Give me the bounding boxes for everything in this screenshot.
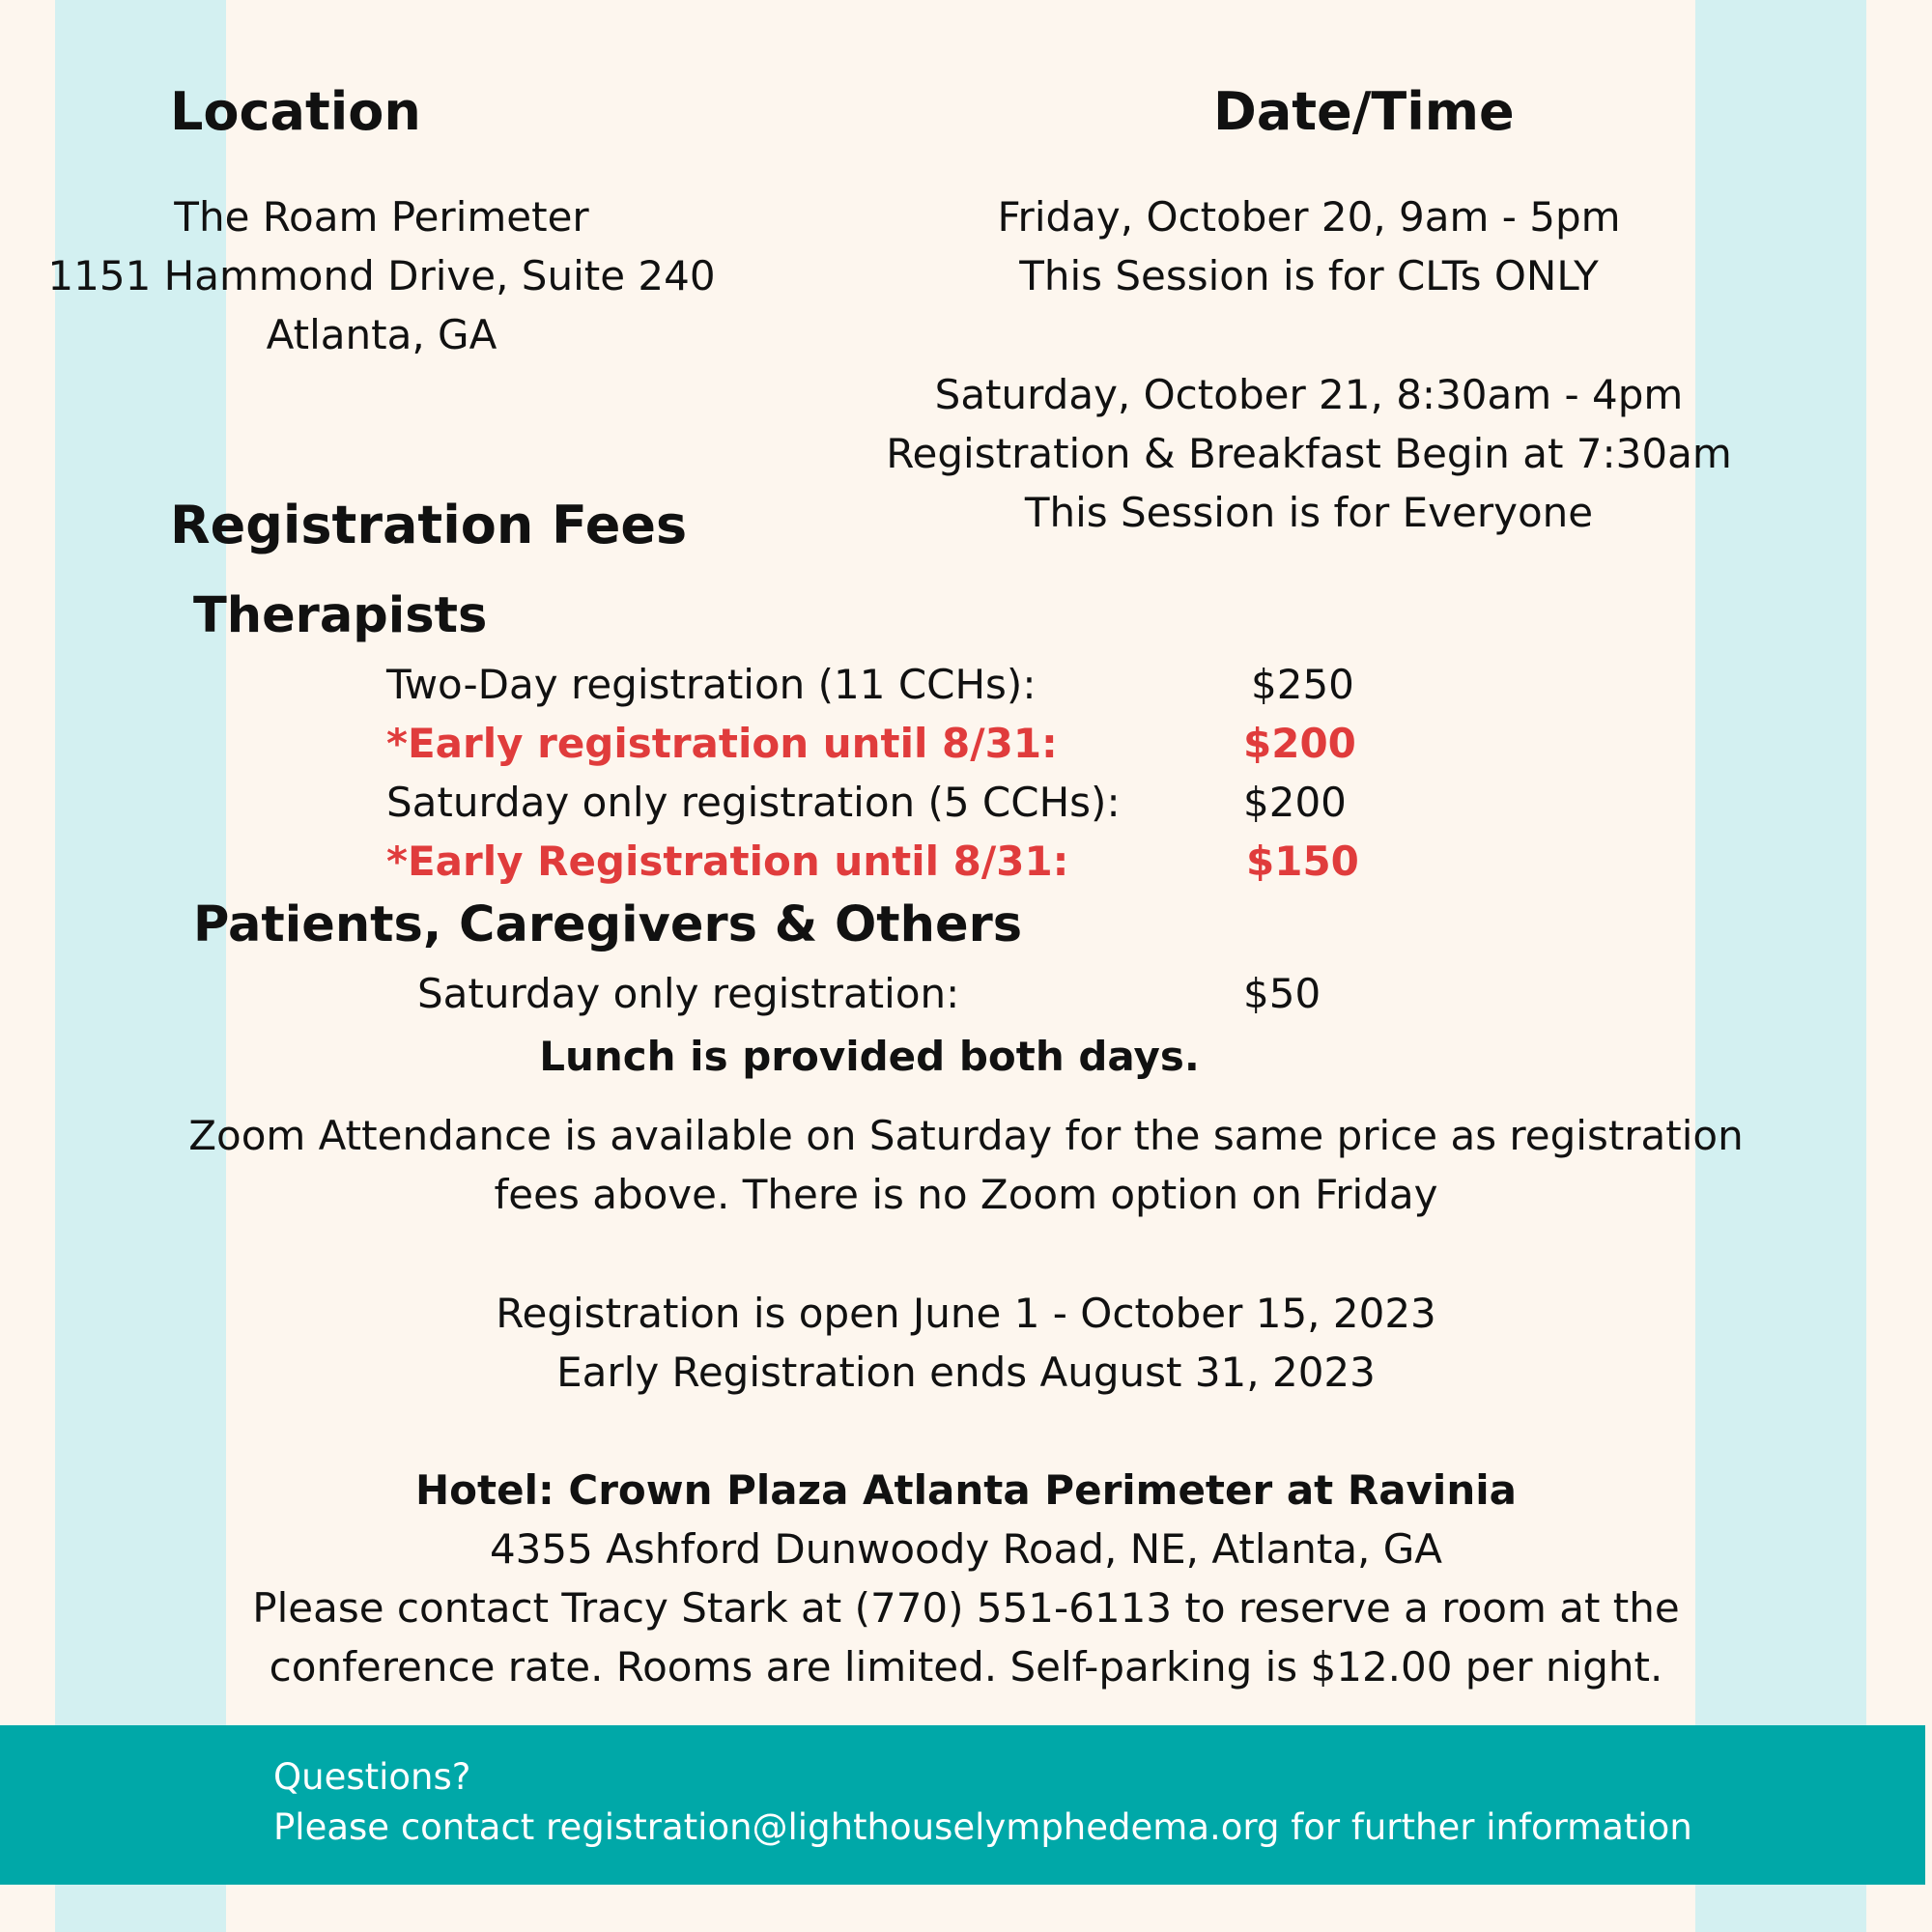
hotel-rate-note: conference rate. Rooms are limited. Self-parking is $12.00 per night. (269, 1643, 1663, 1690)
fee-row-label: Two-Day registration (11 CCHs): (386, 661, 1037, 708)
location-venue: The Roam Perimeter (174, 193, 589, 241)
friday-note: This Session is for CLTs ONLY (1019, 252, 1599, 299)
saturday-breakfast: Registration & Breakfast Begin at 7:30am (886, 430, 1732, 477)
friday-time: Friday, October 20, 9am - 5pm (997, 193, 1621, 241)
patients-heading: Patients, Caregivers & Others (193, 896, 1023, 953)
registration-open-dates: Registration is open June 1 - October 15, 2023 (496, 1290, 1436, 1337)
footer-banner (0, 1725, 1925, 1885)
fee-row-price: $50 (1243, 970, 1321, 1017)
footer-contact: Please contact registration@lighthouselymphedema.org for further information (273, 1806, 1692, 1848)
location-address (0, 187, 763, 364)
zoom-line: Zoom Attendance is available on Saturday for the same price as registration (188, 1112, 1744, 1159)
registration-fees-heading: Registration Fees (170, 495, 688, 555)
registration-dates (0, 1284, 1932, 1402)
fee-row-price: $250 (1251, 661, 1354, 708)
early-registration-end: Early Registration ends August 31, 2023 (556, 1349, 1376, 1396)
fee-row-label-early: *Early registration until 8/31: (386, 720, 1058, 767)
footer-question: Questions? (273, 1756, 471, 1798)
datetime-heading: Date/Time (1213, 81, 1515, 142)
hotel-title: Hotel: Crown Plaza Atlanta Perimeter at Ravinia (415, 1466, 1517, 1514)
therapists-heading: Therapists (193, 587, 488, 644)
fee-row-label: Saturday only registration (5 CCHs): (386, 779, 1121, 826)
saturday-time: Saturday, October 21, 8:30am - 4pm (934, 371, 1684, 418)
fee-row-label-early: *Early Registration until 8/31: (386, 838, 1069, 885)
location-city: Atlanta, GA (266, 311, 497, 358)
location-heading: Location (170, 81, 421, 142)
zoom-note (0, 1106, 1932, 1224)
hotel-contact: Please contact Tracy Stark at (770) 551-6113 to reserve a room at the (252, 1584, 1680, 1632)
saturday-note: This Session is for Everyone (1024, 489, 1594, 536)
hotel-info (0, 1461, 1932, 1696)
datetime-friday (869, 187, 1748, 305)
fee-row-price-early: $200 (1243, 720, 1356, 767)
hotel-address: 4355 Ashford Dunwoody Road, NE, Atlanta, GA (489, 1525, 1443, 1573)
fee-row-price: $200 (1243, 779, 1347, 826)
lunch-note: Lunch is provided both days. (539, 1033, 1200, 1080)
fee-row-label: Saturday only registration: (417, 970, 960, 1017)
fee-row-price-early: $150 (1246, 838, 1359, 885)
zoom-line: fees above. There is no Zoom option on Friday (494, 1171, 1438, 1218)
datetime-saturday (869, 365, 1748, 542)
location-street: 1151 Hammond Drive, Suite 240 (47, 252, 716, 299)
